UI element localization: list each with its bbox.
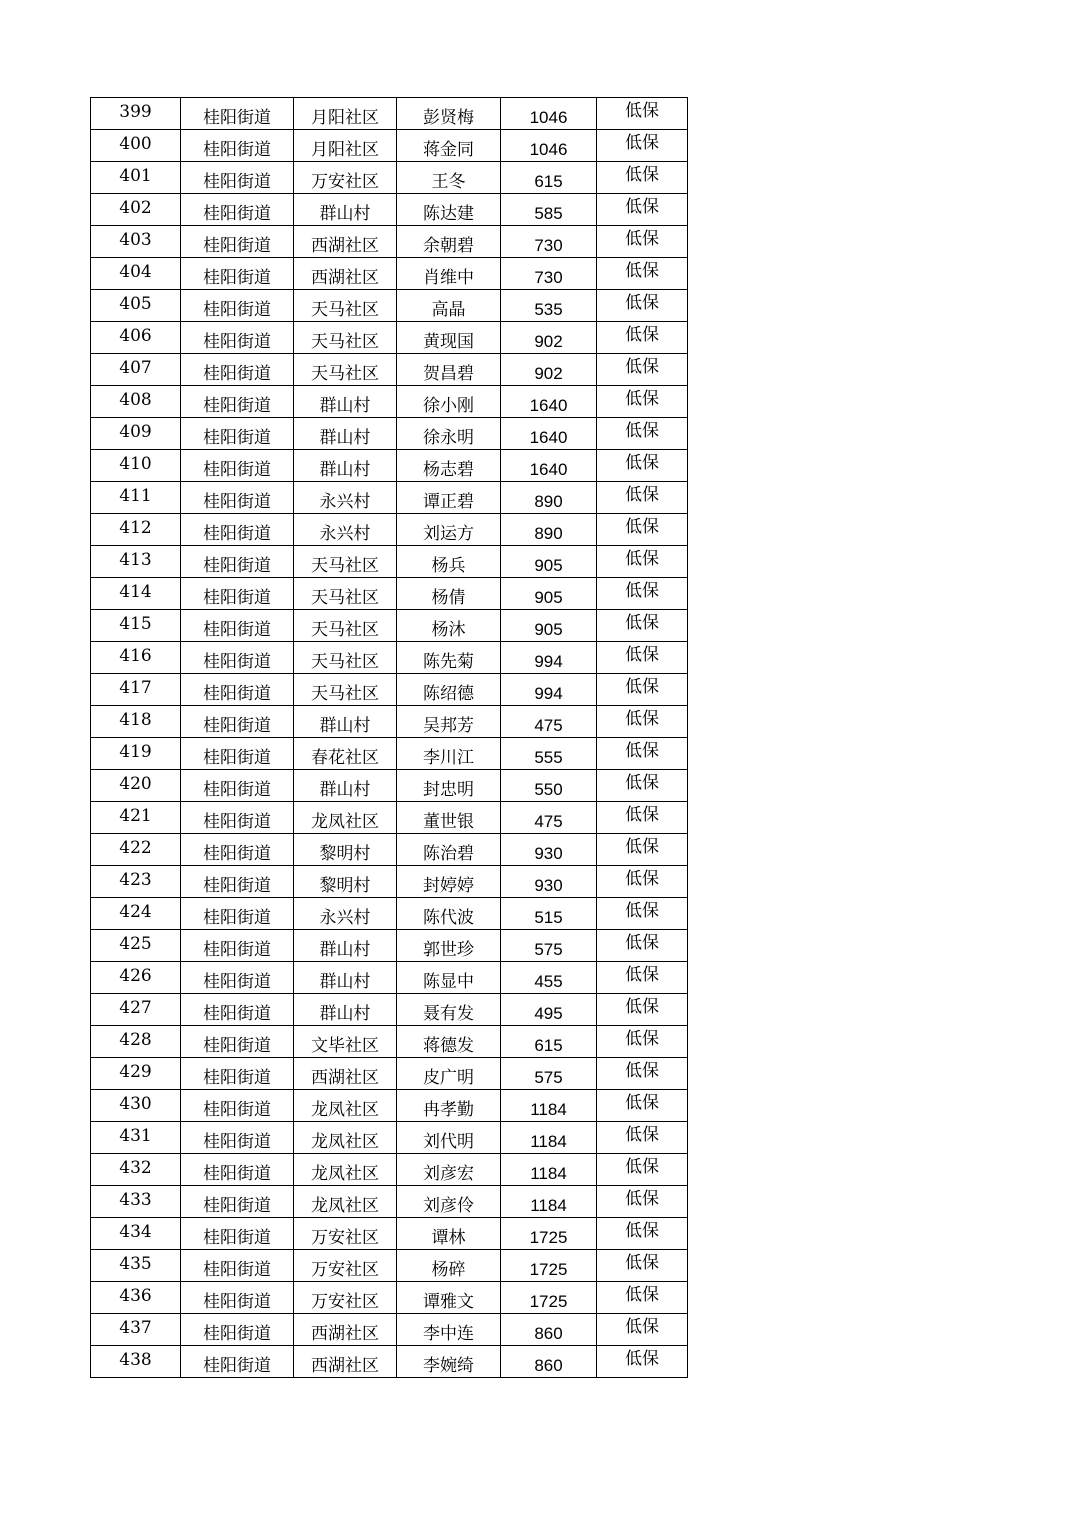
table-row bbox=[91, 898, 688, 930]
person-name-cell: 肖维中 bbox=[397, 258, 501, 290]
assistance-type-cell: 低保 bbox=[597, 962, 688, 994]
person-name-cell: 李中连 bbox=[397, 1314, 501, 1346]
community-cell: 文毕社区 bbox=[294, 1026, 397, 1058]
serial-number-cell: 419 bbox=[91, 738, 181, 770]
person-name-cell: 王冬 bbox=[397, 162, 501, 194]
serial-number-cell: 416 bbox=[91, 642, 181, 674]
community-cell: 黎明村 bbox=[294, 866, 397, 898]
table-row bbox=[91, 706, 688, 738]
assistance-type-cell: 低保 bbox=[597, 642, 688, 674]
person-name-cell: 余朝碧 bbox=[397, 226, 501, 258]
community-cell: 春花社区 bbox=[294, 738, 397, 770]
street-cell: 桂阳街道 bbox=[181, 1346, 294, 1378]
amount-cell: 890 bbox=[501, 514, 597, 546]
amount-cell: 1184 bbox=[501, 1154, 597, 1186]
table-row bbox=[91, 1218, 688, 1250]
community-cell: 永兴村 bbox=[294, 514, 397, 546]
table-row bbox=[91, 610, 688, 642]
table-row bbox=[91, 1250, 688, 1282]
street-cell: 桂阳街道 bbox=[181, 706, 294, 738]
amount-cell: 495 bbox=[501, 994, 597, 1026]
table-row bbox=[91, 642, 688, 674]
assistance-type-cell: 低保 bbox=[597, 1346, 688, 1378]
community-cell: 龙凤社区 bbox=[294, 1122, 397, 1154]
serial-number-cell: 434 bbox=[91, 1218, 181, 1250]
amount-cell: 1640 bbox=[501, 418, 597, 450]
street-cell: 桂阳街道 bbox=[181, 994, 294, 1026]
assistance-type-cell: 低保 bbox=[597, 706, 688, 738]
community-cell: 万安社区 bbox=[294, 1250, 397, 1282]
assistance-type-cell: 低保 bbox=[597, 1314, 688, 1346]
serial-number-cell: 410 bbox=[91, 450, 181, 482]
table-row bbox=[91, 802, 688, 834]
street-cell: 桂阳街道 bbox=[181, 1026, 294, 1058]
table-row bbox=[91, 1186, 688, 1218]
serial-number-cell: 435 bbox=[91, 1250, 181, 1282]
amount-cell: 860 bbox=[501, 1314, 597, 1346]
amount-cell: 535 bbox=[501, 290, 597, 322]
table-body bbox=[91, 98, 688, 1378]
amount-cell: 475 bbox=[501, 706, 597, 738]
amount-cell: 1725 bbox=[501, 1218, 597, 1250]
person-name-cell: 彭贤梅 bbox=[397, 98, 501, 130]
community-cell: 天马社区 bbox=[294, 354, 397, 386]
assistance-type-cell: 低保 bbox=[597, 258, 688, 290]
assistance-type-cell: 低保 bbox=[597, 994, 688, 1026]
assistance-type-cell: 低保 bbox=[597, 802, 688, 834]
table-row bbox=[91, 482, 688, 514]
assistance-type-cell: 低保 bbox=[597, 322, 688, 354]
street-cell: 桂阳街道 bbox=[181, 98, 294, 130]
person-name-cell: 刘代明 bbox=[397, 1122, 501, 1154]
street-cell: 桂阳街道 bbox=[181, 386, 294, 418]
amount-cell: 1046 bbox=[501, 98, 597, 130]
street-cell: 桂阳街道 bbox=[181, 738, 294, 770]
assistance-type-cell: 低保 bbox=[597, 514, 688, 546]
community-cell: 天马社区 bbox=[294, 578, 397, 610]
amount-cell: 585 bbox=[501, 194, 597, 226]
amount-cell: 902 bbox=[501, 354, 597, 386]
serial-number-cell: 430 bbox=[91, 1090, 181, 1122]
person-name-cell: 谭正碧 bbox=[397, 482, 501, 514]
street-cell: 桂阳街道 bbox=[181, 482, 294, 514]
street-cell: 桂阳街道 bbox=[181, 866, 294, 898]
community-cell: 群山村 bbox=[294, 450, 397, 482]
amount-cell: 1725 bbox=[501, 1250, 597, 1282]
person-name-cell: 贺昌碧 bbox=[397, 354, 501, 386]
amount-cell: 1640 bbox=[501, 386, 597, 418]
person-name-cell: 陈代波 bbox=[397, 898, 501, 930]
serial-number-cell: 404 bbox=[91, 258, 181, 290]
amount-cell: 575 bbox=[501, 930, 597, 962]
person-name-cell: 杨志碧 bbox=[397, 450, 501, 482]
table-row bbox=[91, 578, 688, 610]
person-name-cell: 陈治碧 bbox=[397, 834, 501, 866]
table-row bbox=[91, 1026, 688, 1058]
community-cell: 天马社区 bbox=[294, 290, 397, 322]
serial-number-cell: 400 bbox=[91, 130, 181, 162]
serial-number-cell: 427 bbox=[91, 994, 181, 1026]
serial-number-cell: 433 bbox=[91, 1186, 181, 1218]
street-cell: 桂阳街道 bbox=[181, 1314, 294, 1346]
assistance-type-cell: 低保 bbox=[597, 1058, 688, 1090]
person-name-cell: 冉孝勤 bbox=[397, 1090, 501, 1122]
table-row bbox=[91, 162, 688, 194]
community-cell: 西湖社区 bbox=[294, 258, 397, 290]
assistance-type-cell: 低保 bbox=[597, 418, 688, 450]
community-cell: 群山村 bbox=[294, 386, 397, 418]
table-row bbox=[91, 290, 688, 322]
amount-cell: 615 bbox=[501, 162, 597, 194]
table-row bbox=[91, 418, 688, 450]
street-cell: 桂阳街道 bbox=[181, 802, 294, 834]
amount-cell: 1046 bbox=[501, 130, 597, 162]
serial-number-cell: 429 bbox=[91, 1058, 181, 1090]
amount-cell: 905 bbox=[501, 610, 597, 642]
street-cell: 桂阳街道 bbox=[181, 610, 294, 642]
community-cell: 群山村 bbox=[294, 962, 397, 994]
community-cell: 群山村 bbox=[294, 194, 397, 226]
table-row bbox=[91, 354, 688, 386]
person-name-cell: 郭世珍 bbox=[397, 930, 501, 962]
community-cell: 西湖社区 bbox=[294, 226, 397, 258]
amount-cell: 994 bbox=[501, 642, 597, 674]
amount-cell: 930 bbox=[501, 834, 597, 866]
assistance-type-cell: 低保 bbox=[597, 98, 688, 130]
community-cell: 永兴村 bbox=[294, 482, 397, 514]
amount-cell: 555 bbox=[501, 738, 597, 770]
assistance-type-cell: 低保 bbox=[597, 1090, 688, 1122]
assistance-type-cell: 低保 bbox=[597, 578, 688, 610]
table-row bbox=[91, 674, 688, 706]
person-name-cell: 李川江 bbox=[397, 738, 501, 770]
serial-number-cell: 431 bbox=[91, 1122, 181, 1154]
serial-number-cell: 415 bbox=[91, 610, 181, 642]
assistance-type-cell: 低保 bbox=[597, 610, 688, 642]
assistance-type-cell: 低保 bbox=[597, 674, 688, 706]
amount-cell: 930 bbox=[501, 866, 597, 898]
table-row bbox=[91, 866, 688, 898]
street-cell: 桂阳街道 bbox=[181, 130, 294, 162]
table-row bbox=[91, 1282, 688, 1314]
person-name-cell: 谭雅文 bbox=[397, 1282, 501, 1314]
serial-number-cell: 436 bbox=[91, 1282, 181, 1314]
amount-cell: 890 bbox=[501, 482, 597, 514]
community-cell: 月阳社区 bbox=[294, 98, 397, 130]
serial-number-cell: 408 bbox=[91, 386, 181, 418]
community-cell: 龙凤社区 bbox=[294, 1154, 397, 1186]
community-cell: 天马社区 bbox=[294, 610, 397, 642]
person-name-cell: 徐永明 bbox=[397, 418, 501, 450]
assistance-type-cell: 低保 bbox=[597, 194, 688, 226]
table-row bbox=[91, 546, 688, 578]
person-name-cell: 刘彦宏 bbox=[397, 1154, 501, 1186]
assistance-type-cell: 低保 bbox=[597, 1250, 688, 1282]
amount-cell: 515 bbox=[501, 898, 597, 930]
assistance-type-cell: 低保 bbox=[597, 130, 688, 162]
table-row bbox=[91, 450, 688, 482]
table-row bbox=[91, 1314, 688, 1346]
community-cell: 群山村 bbox=[294, 930, 397, 962]
community-cell: 永兴村 bbox=[294, 898, 397, 930]
street-cell: 桂阳街道 bbox=[181, 290, 294, 322]
assistance-type-cell: 低保 bbox=[597, 226, 688, 258]
table-row bbox=[91, 98, 688, 130]
street-cell: 桂阳街道 bbox=[181, 546, 294, 578]
assistance-type-cell: 低保 bbox=[597, 1154, 688, 1186]
table-row bbox=[91, 130, 688, 162]
street-cell: 桂阳街道 bbox=[181, 514, 294, 546]
community-cell: 西湖社区 bbox=[294, 1058, 397, 1090]
assistance-type-cell: 低保 bbox=[597, 930, 688, 962]
street-cell: 桂阳街道 bbox=[181, 770, 294, 802]
serial-number-cell: 406 bbox=[91, 322, 181, 354]
street-cell: 桂阳街道 bbox=[181, 194, 294, 226]
amount-cell: 994 bbox=[501, 674, 597, 706]
street-cell: 桂阳街道 bbox=[181, 354, 294, 386]
serial-number-cell: 428 bbox=[91, 1026, 181, 1058]
table-row bbox=[91, 226, 688, 258]
person-name-cell: 董世银 bbox=[397, 802, 501, 834]
street-cell: 桂阳街道 bbox=[181, 1154, 294, 1186]
community-cell: 龙凤社区 bbox=[294, 1090, 397, 1122]
street-cell: 桂阳街道 bbox=[181, 1058, 294, 1090]
amount-cell: 475 bbox=[501, 802, 597, 834]
person-name-cell: 陈绍德 bbox=[397, 674, 501, 706]
serial-number-cell: 438 bbox=[91, 1346, 181, 1378]
amount-cell: 905 bbox=[501, 546, 597, 578]
community-cell: 龙凤社区 bbox=[294, 1186, 397, 1218]
assistance-type-cell: 低保 bbox=[597, 770, 688, 802]
serial-number-cell: 412 bbox=[91, 514, 181, 546]
serial-number-cell: 411 bbox=[91, 482, 181, 514]
street-cell: 桂阳街道 bbox=[181, 162, 294, 194]
amount-cell: 1184 bbox=[501, 1186, 597, 1218]
street-cell: 桂阳街道 bbox=[181, 962, 294, 994]
person-name-cell: 封忠明 bbox=[397, 770, 501, 802]
community-cell: 西湖社区 bbox=[294, 1314, 397, 1346]
person-name-cell: 刘运方 bbox=[397, 514, 501, 546]
community-cell: 天马社区 bbox=[294, 674, 397, 706]
street-cell: 桂阳街道 bbox=[181, 930, 294, 962]
table-row bbox=[91, 738, 688, 770]
serial-number-cell: 417 bbox=[91, 674, 181, 706]
person-name-cell: 封婷婷 bbox=[397, 866, 501, 898]
serial-number-cell: 405 bbox=[91, 290, 181, 322]
assistance-type-cell: 低保 bbox=[597, 1218, 688, 1250]
person-name-cell: 蒋金同 bbox=[397, 130, 501, 162]
assistance-type-cell: 低保 bbox=[597, 1282, 688, 1314]
table-row bbox=[91, 1058, 688, 1090]
amount-cell: 1184 bbox=[501, 1122, 597, 1154]
person-name-cell: 吴邦芳 bbox=[397, 706, 501, 738]
street-cell: 桂阳街道 bbox=[181, 674, 294, 706]
assistance-type-cell: 低保 bbox=[597, 386, 688, 418]
serial-number-cell: 409 bbox=[91, 418, 181, 450]
table-row bbox=[91, 322, 688, 354]
table-row bbox=[91, 770, 688, 802]
street-cell: 桂阳街道 bbox=[181, 1218, 294, 1250]
street-cell: 桂阳街道 bbox=[181, 418, 294, 450]
street-cell: 桂阳街道 bbox=[181, 1250, 294, 1282]
street-cell: 桂阳街道 bbox=[181, 834, 294, 866]
person-name-cell: 陈显中 bbox=[397, 962, 501, 994]
community-cell: 天马社区 bbox=[294, 642, 397, 674]
serial-number-cell: 420 bbox=[91, 770, 181, 802]
serial-number-cell: 399 bbox=[91, 98, 181, 130]
community-cell: 万安社区 bbox=[294, 1218, 397, 1250]
street-cell: 桂阳街道 bbox=[181, 642, 294, 674]
community-cell: 群山村 bbox=[294, 706, 397, 738]
assistance-type-cell: 低保 bbox=[597, 1186, 688, 1218]
table-row bbox=[91, 258, 688, 290]
table-row bbox=[91, 1122, 688, 1154]
serial-number-cell: 414 bbox=[91, 578, 181, 610]
person-name-cell: 陈先菊 bbox=[397, 642, 501, 674]
assistance-type-cell: 低保 bbox=[597, 162, 688, 194]
assistance-type-cell: 低保 bbox=[597, 290, 688, 322]
serial-number-cell: 422 bbox=[91, 834, 181, 866]
table-row bbox=[91, 962, 688, 994]
person-name-cell: 徐小刚 bbox=[397, 386, 501, 418]
welfare-roster-table bbox=[90, 97, 688, 1378]
community-cell: 万安社区 bbox=[294, 162, 397, 194]
community-cell: 西湖社区 bbox=[294, 1346, 397, 1378]
table-row bbox=[91, 1090, 688, 1122]
serial-number-cell: 423 bbox=[91, 866, 181, 898]
serial-number-cell: 413 bbox=[91, 546, 181, 578]
community-cell: 群山村 bbox=[294, 418, 397, 450]
assistance-type-cell: 低保 bbox=[597, 738, 688, 770]
serial-number-cell: 425 bbox=[91, 930, 181, 962]
assistance-type-cell: 低保 bbox=[597, 898, 688, 930]
person-name-cell: 杨沐 bbox=[397, 610, 501, 642]
serial-number-cell: 424 bbox=[91, 898, 181, 930]
amount-cell: 575 bbox=[501, 1058, 597, 1090]
amount-cell: 905 bbox=[501, 578, 597, 610]
assistance-type-cell: 低保 bbox=[597, 546, 688, 578]
community-cell: 天马社区 bbox=[294, 546, 397, 578]
table-row bbox=[91, 514, 688, 546]
amount-cell: 1725 bbox=[501, 1282, 597, 1314]
person-name-cell: 聂有发 bbox=[397, 994, 501, 1026]
community-cell: 群山村 bbox=[294, 994, 397, 1026]
person-name-cell: 刘彦伶 bbox=[397, 1186, 501, 1218]
community-cell: 龙凤社区 bbox=[294, 802, 397, 834]
street-cell: 桂阳街道 bbox=[181, 226, 294, 258]
person-name-cell: 陈达建 bbox=[397, 194, 501, 226]
table-row bbox=[91, 834, 688, 866]
serial-number-cell: 407 bbox=[91, 354, 181, 386]
person-name-cell: 黄现国 bbox=[397, 322, 501, 354]
table-row bbox=[91, 194, 688, 226]
serial-number-cell: 418 bbox=[91, 706, 181, 738]
street-cell: 桂阳街道 bbox=[181, 322, 294, 354]
serial-number-cell: 402 bbox=[91, 194, 181, 226]
serial-number-cell: 401 bbox=[91, 162, 181, 194]
community-cell: 月阳社区 bbox=[294, 130, 397, 162]
street-cell: 桂阳街道 bbox=[181, 258, 294, 290]
person-name-cell: 皮广明 bbox=[397, 1058, 501, 1090]
serial-number-cell: 403 bbox=[91, 226, 181, 258]
person-name-cell: 杨兵 bbox=[397, 546, 501, 578]
street-cell: 桂阳街道 bbox=[181, 1122, 294, 1154]
person-name-cell: 李婉绮 bbox=[397, 1346, 501, 1378]
street-cell: 桂阳街道 bbox=[181, 450, 294, 482]
amount-cell: 615 bbox=[501, 1026, 597, 1058]
assistance-type-cell: 低保 bbox=[597, 834, 688, 866]
serial-number-cell: 421 bbox=[91, 802, 181, 834]
person-name-cell: 杨倩 bbox=[397, 578, 501, 610]
assistance-type-cell: 低保 bbox=[597, 482, 688, 514]
assistance-type-cell: 低保 bbox=[597, 1026, 688, 1058]
serial-number-cell: 437 bbox=[91, 1314, 181, 1346]
amount-cell: 902 bbox=[501, 322, 597, 354]
street-cell: 桂阳街道 bbox=[181, 578, 294, 610]
serial-number-cell: 426 bbox=[91, 962, 181, 994]
person-name-cell: 谭林 bbox=[397, 1218, 501, 1250]
street-cell: 桂阳街道 bbox=[181, 1090, 294, 1122]
community-cell: 群山村 bbox=[294, 770, 397, 802]
serial-number-cell: 432 bbox=[91, 1154, 181, 1186]
assistance-type-cell: 低保 bbox=[597, 866, 688, 898]
street-cell: 桂阳街道 bbox=[181, 898, 294, 930]
table-row bbox=[91, 930, 688, 962]
assistance-type-cell: 低保 bbox=[597, 1122, 688, 1154]
community-cell: 天马社区 bbox=[294, 322, 397, 354]
amount-cell: 730 bbox=[501, 258, 597, 290]
amount-cell: 550 bbox=[501, 770, 597, 802]
amount-cell: 860 bbox=[501, 1346, 597, 1378]
community-cell: 万安社区 bbox=[294, 1282, 397, 1314]
table-row bbox=[91, 1346, 688, 1378]
table-row bbox=[91, 994, 688, 1026]
table-row bbox=[91, 1154, 688, 1186]
person-name-cell: 高晶 bbox=[397, 290, 501, 322]
amount-cell: 1640 bbox=[501, 450, 597, 482]
person-name-cell: 蒋德发 bbox=[397, 1026, 501, 1058]
amount-cell: 730 bbox=[501, 226, 597, 258]
assistance-type-cell: 低保 bbox=[597, 354, 688, 386]
table-row bbox=[91, 386, 688, 418]
amount-cell: 455 bbox=[501, 962, 597, 994]
street-cell: 桂阳街道 bbox=[181, 1282, 294, 1314]
community-cell: 黎明村 bbox=[294, 834, 397, 866]
assistance-type-cell: 低保 bbox=[597, 450, 688, 482]
street-cell: 桂阳街道 bbox=[181, 1186, 294, 1218]
amount-cell: 1184 bbox=[501, 1090, 597, 1122]
person-name-cell: 杨碎 bbox=[397, 1250, 501, 1282]
